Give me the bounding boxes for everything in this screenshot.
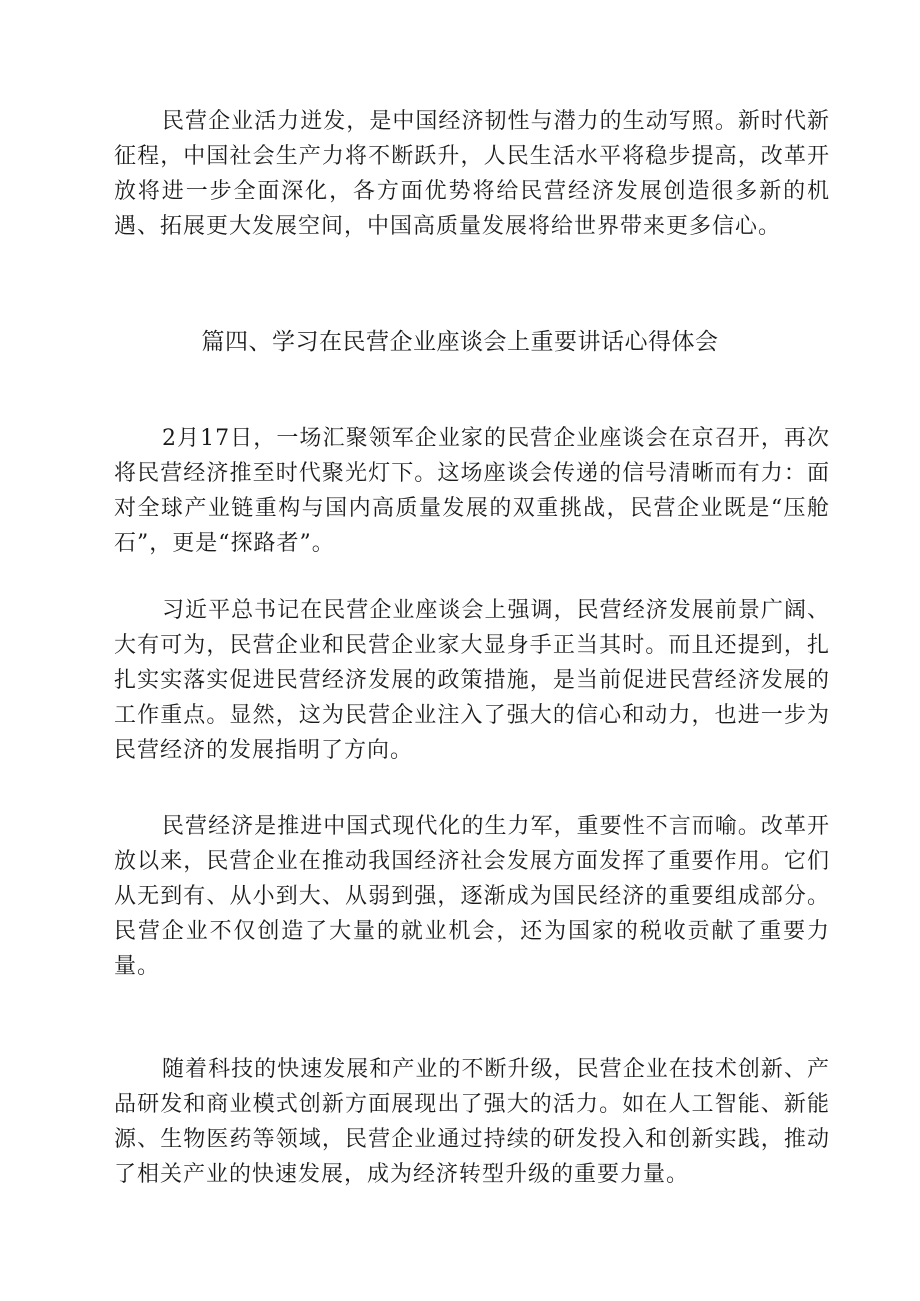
body-paragraph-4: 随着科技的快速发展和产业的不断升级，民营企业在技术创新、产品研发和商业模式创新方面展现出了强大的活力。如在人工智能、新能源、生物医药等领域，民营企业通过持续的研发投入和创新实践，推动了相关产业的快速发展，成为经济转型升级的重要力量。 [114,1057,830,1187]
intro-paragraph: 民营企业活力迸发，是中国经济韧性与潜力的生动写照。新时代新征程，中国社会生产力将不断跃升，人民生活水平将稳步提高，改革开放将进一步全面深化，各方面优势将给民营经济发展创造很多新的机遇、拓展更大发展空间，中国高质量发展将给世界带来更多信心。 [114,109,830,239]
body-paragraph-2: 习近平总书记在民营企业座谈会上强调，民营经济发展前景广阔、大有可为，民营企业和民营企业家大显身手正当其时。而且还提到，扎扎实实落实促进民营经济发展的政策措施，是当前促进民营经济发展的工作重点。显然，这为民营企业注入了强大的信心和动力，也进一步为民营经济的发展指明了方向。 [114,598,830,763]
body-paragraph-3: 民营经济是推进中国式现代化的生力军，重要性不言而喻。改革开放以来，民营企业在推动我国经济社会发展方面发挥了重要作用。它们从无到有、从小到大、从弱到强，逐渐成为国民经济的重要组成部分。民营企业不仅创造了大量的就业机会，还为国家的税收贡献了重要力量。 [114,814,830,979]
section-title: 篇四、学习在民营企业座谈会上重要讲话心得体会 [201,329,719,355]
body-paragraph-1: 2月17日，一场汇聚领军企业家的民营企业座谈会在京召开，再次将民营经济推至时代聚光灯下。这场座谈会传递的信号清晰而有力：面对全球产业链重构与国内高质量发展的双重挑战，民营企业既是“压舱石”，更是“探路者”。 [114,426,830,556]
